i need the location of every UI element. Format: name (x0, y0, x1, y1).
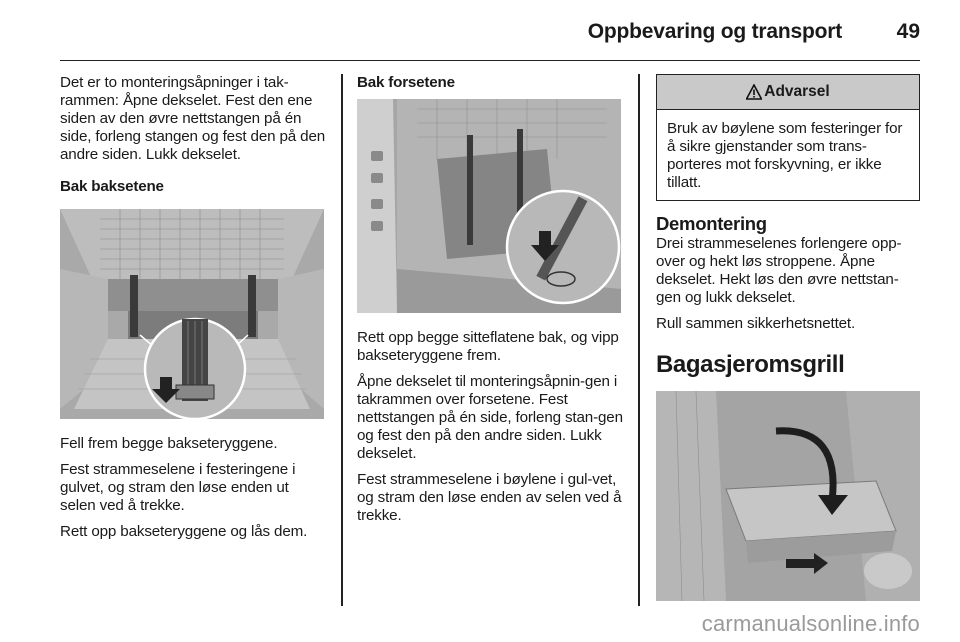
warning-box (656, 74, 920, 201)
column-middle (357, 74, 623, 533)
front-seats-step-1: Rett opp begge sitteflatene bak, og vipp bakseteryggene frem. (357, 329, 619, 364)
warning-body (657, 110, 919, 200)
figure-cargo-grille-illustration (656, 391, 920, 601)
rear-seats-step-2: Fest strammeselene i festeringene i gulvet, og stram den løse enden ut selen ved å trekke. (60, 461, 296, 514)
front-seats-step-3: Fest strammeselene i bøylene i gul-vet, og stram den løse enden av selen ved å trekke. (357, 471, 622, 524)
section-heading-front-seats: Bak forsetene (357, 74, 455, 91)
column-right (656, 74, 920, 601)
figure-rear-seats-illustration (60, 209, 324, 419)
warning-title: Advarsel (764, 83, 830, 100)
figure-front-seats-illustration (357, 99, 621, 313)
removal-step-2: Rull sammen sikkerhetsnettet. (656, 315, 856, 332)
column-divider-2 (638, 74, 640, 606)
column-left (60, 74, 326, 549)
warning-triangle-icon (746, 84, 762, 100)
front-seats-step-2: Åpne dekselet til monteringsåpnin-gen i takrammen over forsetene. Fest nettstangen på én side, forleng stan-gen og fest den på den andre siden. Lukk dekselet. (357, 373, 623, 462)
section-heading-removal: Demontering (656, 213, 767, 234)
warning-header (657, 75, 919, 110)
rear-seats-step-1: Fell frem begge bakseteryggene. (60, 435, 278, 452)
cargo-grille-illustration (656, 391, 920, 601)
front-seats-illustration (357, 99, 621, 313)
section-title-cargo-grille: Bagasjeromsgrill (656, 351, 845, 378)
watermark: carmanualsonline.info (701, 611, 920, 636)
rear-seats-step-3: Rett opp bakseteryggene og lås dem. (60, 523, 308, 540)
page-number: 49 (896, 20, 920, 43)
section-heading-rear-seats: Bak baksetene (60, 178, 164, 195)
page-header (60, 14, 920, 61)
warning-text: Bruk av bøylene som festeringer for å sikre gjenstander som trans-porteres mot forskyvning, er ikke tillatt. (667, 120, 903, 191)
intro-paragraph: Det er to monteringsåpninger i tak-rammen: Åpne dekselet. Fest den ene siden av den øvre nettstangen på én side, forleng stangen og fest den på den andre siden. Lukk dekselet. (60, 74, 326, 163)
column-divider-1 (341, 74, 343, 606)
page-header-title: Oppbevaring og transport (587, 20, 842, 43)
removal-step-1: Drei strammeselenes forlengere opp-over og hekt løs stroppene. Åpne dekselet. Hekt løs den øvre nettstan-gen og lukk dekselet. (656, 235, 902, 306)
rear-seats-illustration (60, 209, 324, 419)
